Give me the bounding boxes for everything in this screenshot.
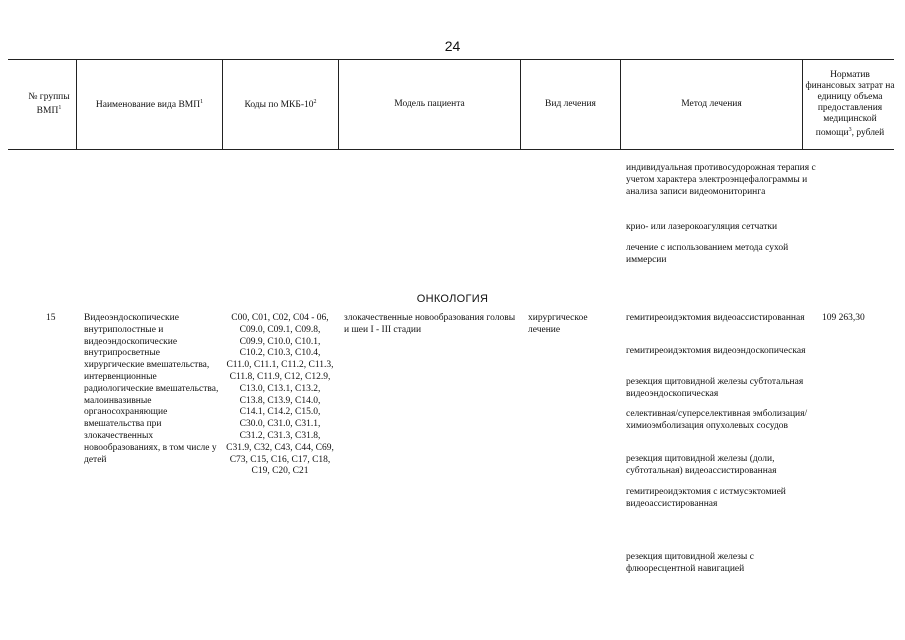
header-divider [520, 59, 521, 150]
header-vmp-name: Наименование вида ВМП$^1$ [95, 99, 204, 111]
header-bottom-rule [8, 149, 894, 150]
section-title: ОНКОЛОГИЯ [416, 293, 489, 305]
row-financial-norm: 109 263,30 [822, 313, 865, 323]
header-divider [802, 59, 803, 150]
method-item: резекция щитовидной железы (доли, субтотальная) видеоассистированная [626, 454, 777, 476]
header-divider [338, 59, 339, 150]
header-divider [76, 59, 77, 150]
method-item: гемитиреоидэктомия с истмусэктомией видеоассистированная [626, 487, 786, 509]
header-divider [222, 59, 223, 150]
header-financial-norm: Норматив финансовых затрат на единицу объема предоставления медицинской помощи$^3$, рублей [805, 69, 895, 139]
continued-method-item: индивидуальная противосудорожная терапия с учетом характера электроэнцефалограммы и анализа записи видеомониторинга [626, 163, 816, 197]
header-divider [620, 59, 621, 150]
row-treatment-type: хирургическое лечение [528, 313, 588, 335]
method-item: гемитиреоидэктомия видеоэндоскопическая [626, 346, 806, 356]
method-item: резекция щитовидной железы субтотальная видеоэндоскопическая [626, 377, 804, 399]
header-patient-model: Модель пациента [394, 99, 465, 109]
header-icd-codes: Коды по МКБ-$10^2$ [244, 99, 317, 111]
row-patient-model: злокачественные новообразования головы и шеи I - III стадии [344, 313, 516, 335]
method-item: резекция щитовидной железы с флюоресцентной навигацией [626, 552, 754, 574]
row-group-number: 15 [46, 313, 56, 323]
page-number: 24 [444, 38, 461, 54]
continued-method-item: крио- или лазерокоагуляция сетчатки [626, 222, 778, 232]
row-vmp-name: Видеоэндоскопические внутриполостные и видеоэндоскопические внутрипросветные хирургические вмешательства, интервенционные радиологические вмешательства, малоинвазивные органосохраняющие вмешательства при злокачественных новообразованиях, в том числе у детей [84, 313, 219, 465]
row-icd-codes: C00, C01, C02, C04 - 06, C09.0, C09.1, C09.8, C09.9, C10.0, C10.1, C10.2, C10.3, C10.4, C11.0, C11.1, C11.2, C11.3, C11.8, C11.9, C12, C12.9, C13.0, C13.1, C13.2, C13.8, C13.9, C14.0, C14.1, C14.2, C15.0, C30.0, C31.0, C31.1, C31.2, C31.3, C31.8, C31.9, C32, C43, C44, C69, C73, C15, C16, C17, C18, C19, C20, C21 [226, 313, 334, 477]
header-treatment-type: Вид лечения [545, 99, 596, 109]
header-group-number: № группы ВМП$^1$ [28, 91, 70, 117]
continued-method-item: лечение с использованием метода сухой иммерсии [626, 243, 789, 265]
method-item: селективная/суперселективная эмболизация/химиоэмболизация опухолевых сосудов [626, 409, 808, 431]
header-treatment-method: Метод лечения [681, 99, 742, 109]
method-item: гемитиреоидэктомия видеоассистированная [626, 313, 805, 323]
